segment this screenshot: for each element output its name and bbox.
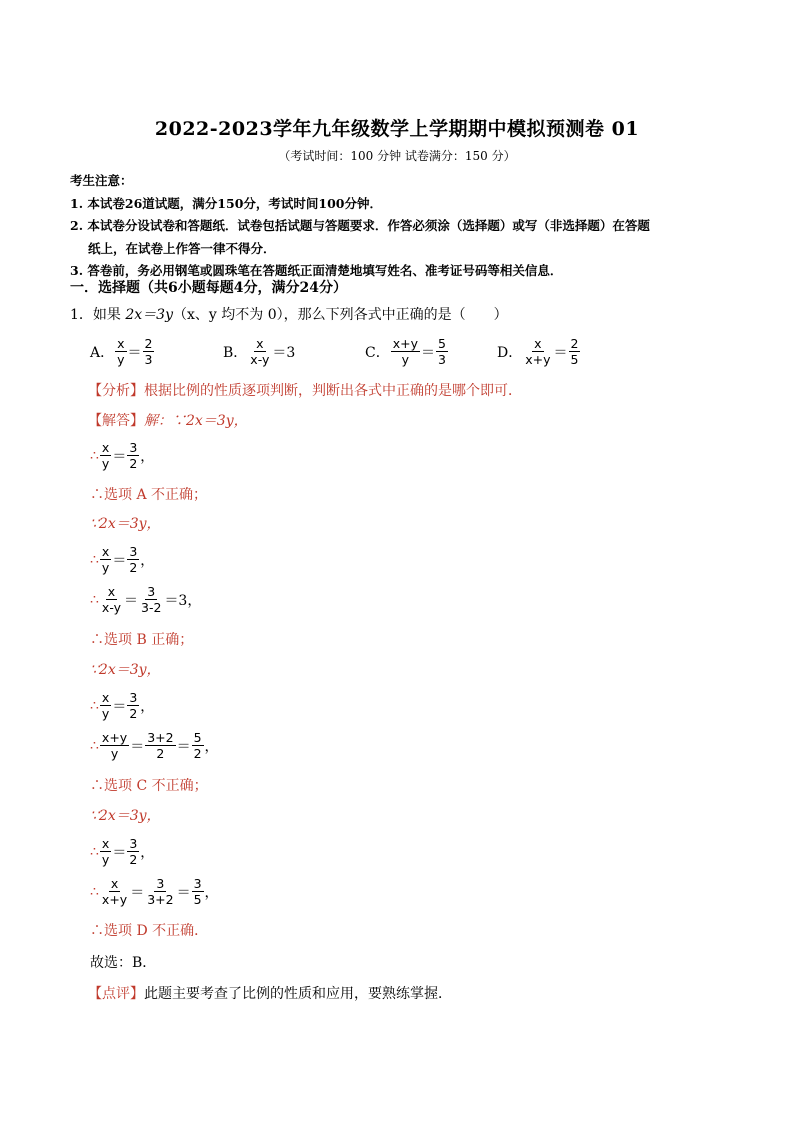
option-c: C． $\frac{x+y}{y}$ ＝ $\frac{5}{3}$ xyxy=(365,336,446,367)
solution-step: ∴ $\frac{x+y}{y}$ ＝ $\frac{3+2}{2}$ ＝ $\frac{5}{2}$ ， xyxy=(90,730,219,761)
notes-item: 纸上，在试卷上作答一律不得分． xyxy=(88,240,276,256)
page-title: 2022-2023学年九年级数学上学期期中模拟预测卷 01 xyxy=(154,118,640,140)
solution-intro: 【解答】 解：∵2x＝3y， xyxy=(88,413,248,429)
fraction: $\frac{x}{x+y}$ xyxy=(525,336,551,367)
fraction: $\frac{3}{2}$ xyxy=(129,690,138,721)
fraction: $\frac{x}{x+y}$ xyxy=(101,876,128,907)
fraction: $\frac{x}{x-y}$ xyxy=(101,584,122,615)
final-answer: 故选：B． xyxy=(90,955,157,971)
notes-item: 2. 本试卷分设试卷和答题纸．试卷包括试题与答题要求．作答必须涂（选择题）或写（非选择题）在答题 xyxy=(70,218,650,233)
solution-step: ∴ $\frac{x}{y}$ ＝ $\frac{3}{2}$ ， xyxy=(90,690,155,721)
solution-step: ∴ $\frac{x}{x+y}$ ＝ $\frac{3}{3+2}$ ＝ $\frac{3}{5}$ ， xyxy=(90,876,219,907)
solution-step: ∴ $\frac{x}{y}$ ＝ $\frac{3}{2}$ ， xyxy=(90,836,155,867)
solution-step: ∴ $\frac{x}{y}$ ＝ $\frac{3}{2}$ ， xyxy=(90,440,155,471)
page-subtitle: （考试时间：100 分钟 试卷满分：150 分） xyxy=(278,149,516,163)
fraction: $\frac{x}{y}$ xyxy=(101,836,110,867)
fraction: $\frac{5}{3}$ xyxy=(438,336,446,367)
conclusion-d: ∴选项 D 不正确． xyxy=(90,923,209,939)
because-line: ∵2x＝3y， xyxy=(90,662,161,678)
because-line: ∵2x＝3y， xyxy=(90,808,161,824)
solution-step: ∴ $\frac{x}{y}$ ＝ $\frac{3}{2}$ ， xyxy=(90,544,155,575)
fraction: $\frac{3}{2}$ xyxy=(129,836,138,867)
conclusion-a: ∴选项 A 不正确； xyxy=(90,487,208,503)
option-b: B． $\frac{x}{x-y}$ ＝3 xyxy=(223,336,296,367)
option-d: D． $\frac{x}{x+y}$ ＝ $\frac{2}{5}$ xyxy=(497,336,579,367)
fraction: $\frac{x+y}{y}$ xyxy=(101,730,128,761)
section-heading: 一．选择题（共6小题每题4分，满分24分） xyxy=(70,280,347,296)
fraction: $\frac{5}{2}$ xyxy=(193,730,202,761)
because-line: ∵2x＝3y， xyxy=(90,516,161,532)
notes-item: 3. 答卷前，务必用钢笔或圆珠笔在答题纸正面清楚地填写姓名、准考证号码等相关信息． xyxy=(70,263,563,278)
analysis: 【分析】 根据比例的性质逐项判断，判断出各式中正确的是哪个即可． xyxy=(88,383,522,399)
exam-notes xyxy=(70,170,730,283)
fraction: $\frac{3}{3+2}$ xyxy=(147,876,174,907)
fraction: $\frac{3}{2}$ xyxy=(129,544,138,575)
fraction: $\frac{x}{x-y}$ xyxy=(250,336,270,367)
fraction: $\frac{3}{3-2}$ xyxy=(141,584,162,615)
fraction: $\frac{x}{y}$ xyxy=(101,440,110,471)
fraction: $\frac{x}{y}$ xyxy=(101,544,110,575)
fraction: $\frac{2}{3}$ xyxy=(144,336,153,367)
notes-item: 1. 本试卷26道试题，满分150分，考试时间100分钟． xyxy=(70,195,382,211)
question-stem: 1．如果 2x＝3y（x、y 均不为 0），那么下列各式中正确的是（ ） xyxy=(70,307,508,323)
option-a: A． $\frac{x}{y}$ ＝ $\frac{2}{3}$ xyxy=(90,336,153,367)
fraction: $\frac{x+y}{y}$ xyxy=(392,336,418,367)
fraction: $\frac{2}{5}$ xyxy=(570,336,579,367)
solution-step: ∴ $\frac{x}{x-y}$ ＝ $\frac{3}{3-2}$ ＝3， xyxy=(90,584,202,615)
fraction: $\frac{3}{5}$ xyxy=(193,876,202,907)
comment: 【点评】 此题主要考查了比例的性质和应用，要熟练掌握． xyxy=(88,986,452,1002)
notes-heading: 考生注意： xyxy=(70,173,133,188)
fraction: $\frac{3+2}{2}$ xyxy=(147,730,174,761)
conclusion-c: ∴选项 C 不正确； xyxy=(90,778,208,794)
fraction: $\frac{x}{y}$ xyxy=(117,336,125,367)
conclusion-b: ∴选项 B 正确； xyxy=(90,632,194,648)
fraction: $\frac{x}{y}$ xyxy=(101,690,110,721)
fraction: $\frac{3}{2}$ xyxy=(129,440,138,471)
